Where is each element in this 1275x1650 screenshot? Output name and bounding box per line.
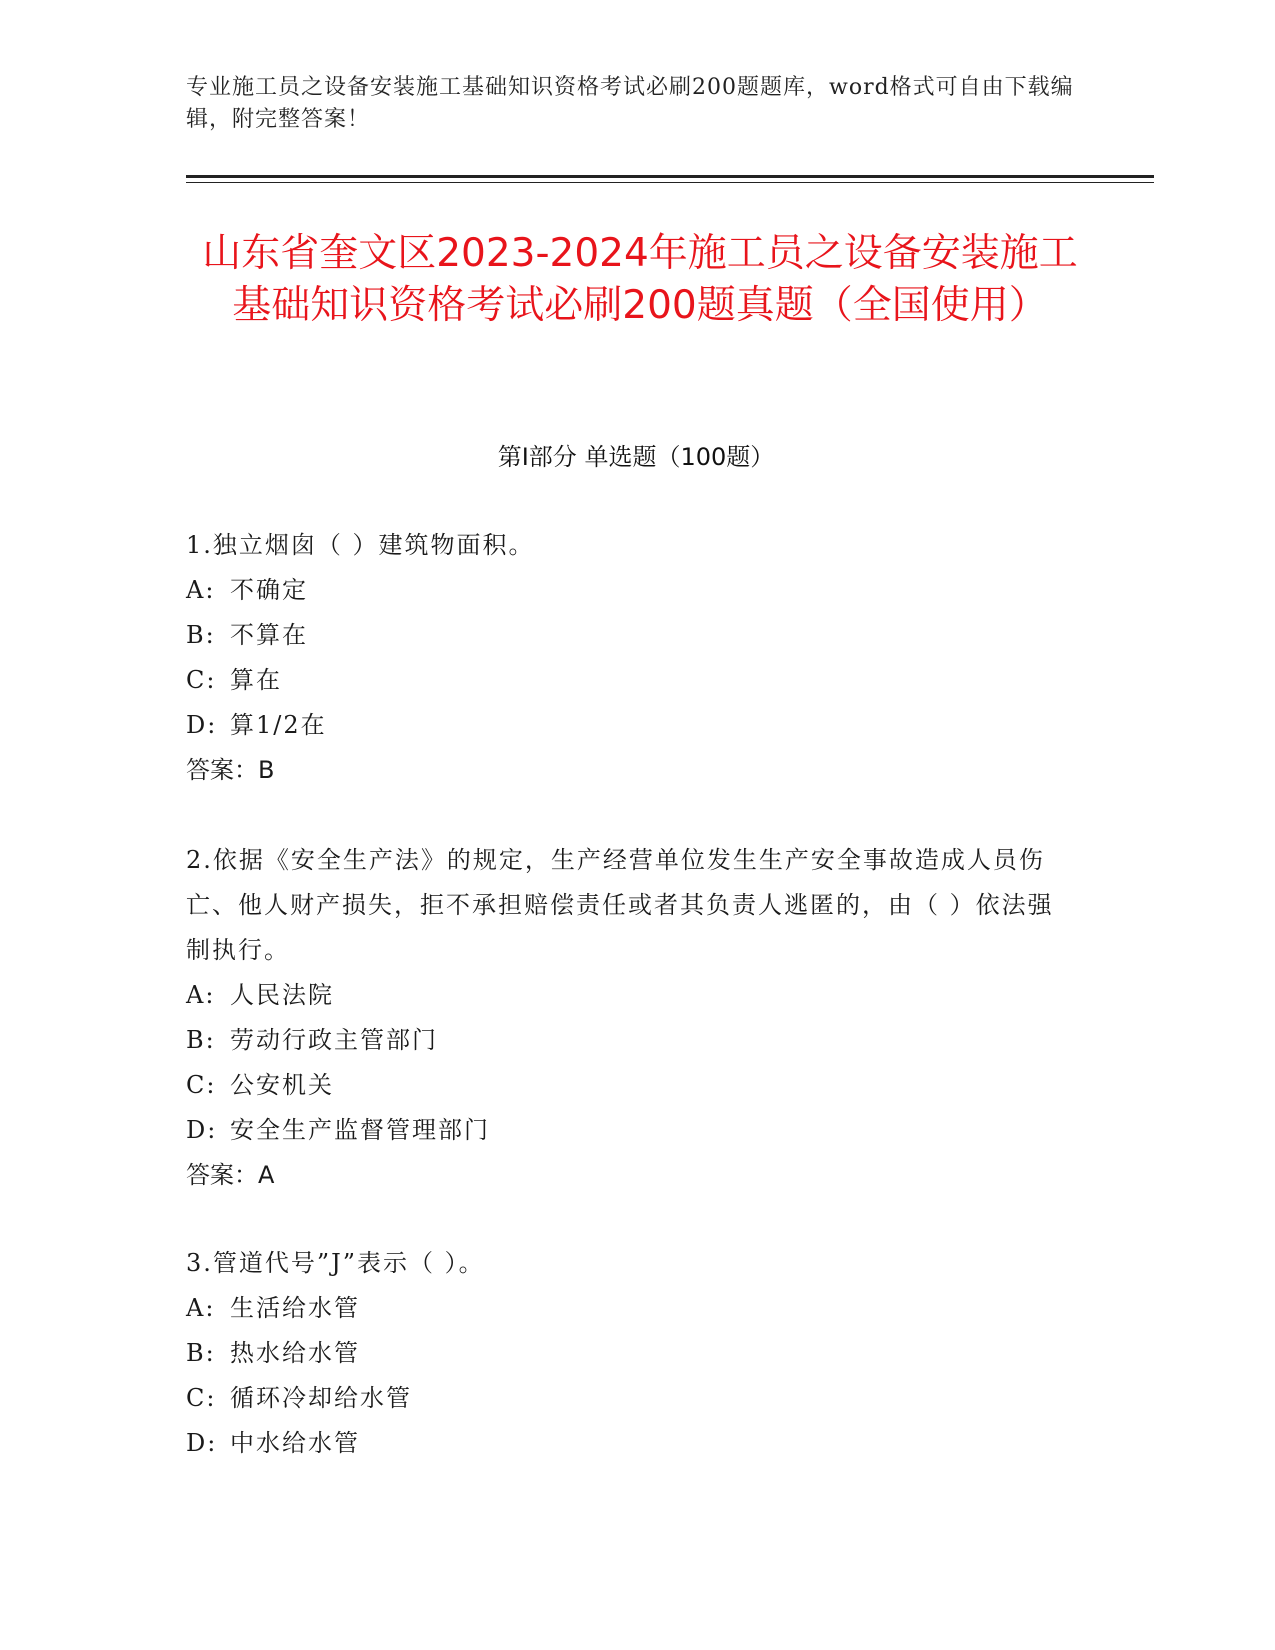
option-letter: C: xyxy=(186,1384,217,1412)
option-letter: A: xyxy=(186,576,216,604)
option-text: 热水给水管 xyxy=(230,1339,360,1367)
option-b xyxy=(186,1331,1066,1376)
option-letter: D: xyxy=(186,1429,218,1457)
option-a xyxy=(186,568,1066,613)
option-text: 中水给水管 xyxy=(230,1429,360,1457)
option-d xyxy=(186,1108,1066,1153)
answer-line: 答案：A xyxy=(186,1161,275,1189)
answer-line: 答案：B xyxy=(186,756,275,784)
option-letter: B: xyxy=(186,1026,216,1054)
option-text: 公安机关 xyxy=(230,1071,334,1099)
option-text: 算在 xyxy=(230,666,282,694)
option-text: 人民法院 xyxy=(230,981,334,1009)
option-letter: D: xyxy=(186,1116,218,1144)
option-text: 循环冷却给水管 xyxy=(230,1384,412,1412)
option-text: 安全生产监督管理部门 xyxy=(230,1116,490,1144)
option-letter: A: xyxy=(186,981,216,1009)
option-c xyxy=(186,1376,1066,1421)
option-c xyxy=(186,1063,1066,1108)
option-letter: D: xyxy=(186,711,218,739)
option-b xyxy=(186,613,1066,658)
option-letter: B: xyxy=(186,621,216,649)
option-text: 生活给水管 xyxy=(230,1294,360,1322)
question-3 xyxy=(186,1241,1066,1466)
header-divider-thin xyxy=(186,182,1154,183)
option-letter: A: xyxy=(186,1294,216,1322)
option-letter: C: xyxy=(186,1071,217,1099)
question-stem: 3.管道代号”J”表示（ ）。 xyxy=(186,1249,485,1277)
option-b xyxy=(186,1018,1066,1063)
header-note: 专业施工员之设备安装施工基础知识资格考试必刷200题题库，word格式可自由下载编辑，附完整答案！ xyxy=(186,75,1074,132)
document-title: 山东省奎文区2023-2024年施工员之设备安装施工基础知识资格考试必刷200题真题（全国使用） xyxy=(202,231,1078,328)
option-a xyxy=(186,1286,1066,1331)
question-stem: 1.独立烟囱（ ）建筑物面积。 xyxy=(186,531,535,559)
option-letter: B: xyxy=(186,1339,216,1367)
question-1 xyxy=(186,523,1066,793)
section-heading: 第Ⅰ部分 单选题（100题） xyxy=(497,443,775,471)
option-a xyxy=(186,973,1066,1018)
option-text: 不算在 xyxy=(230,621,308,649)
option-text: 算1/2在 xyxy=(230,711,327,739)
question-2 xyxy=(186,838,1066,1198)
question-stem: 2.依据《安全生产法》的规定，生产经营单位发生生产安全事故造成人员伤亡、他人财产损失，拒不承担赔偿责任或者其负责人逃匿的，由（ ）依法强制执行。 xyxy=(186,846,1054,964)
option-text: 不确定 xyxy=(230,576,308,604)
header-divider-thick xyxy=(186,175,1154,178)
option-letter: C: xyxy=(186,666,217,694)
option-d xyxy=(186,703,1066,748)
option-text: 劳动行政主管部门 xyxy=(230,1026,438,1054)
option-c xyxy=(186,658,1066,703)
option-d xyxy=(186,1421,1066,1466)
